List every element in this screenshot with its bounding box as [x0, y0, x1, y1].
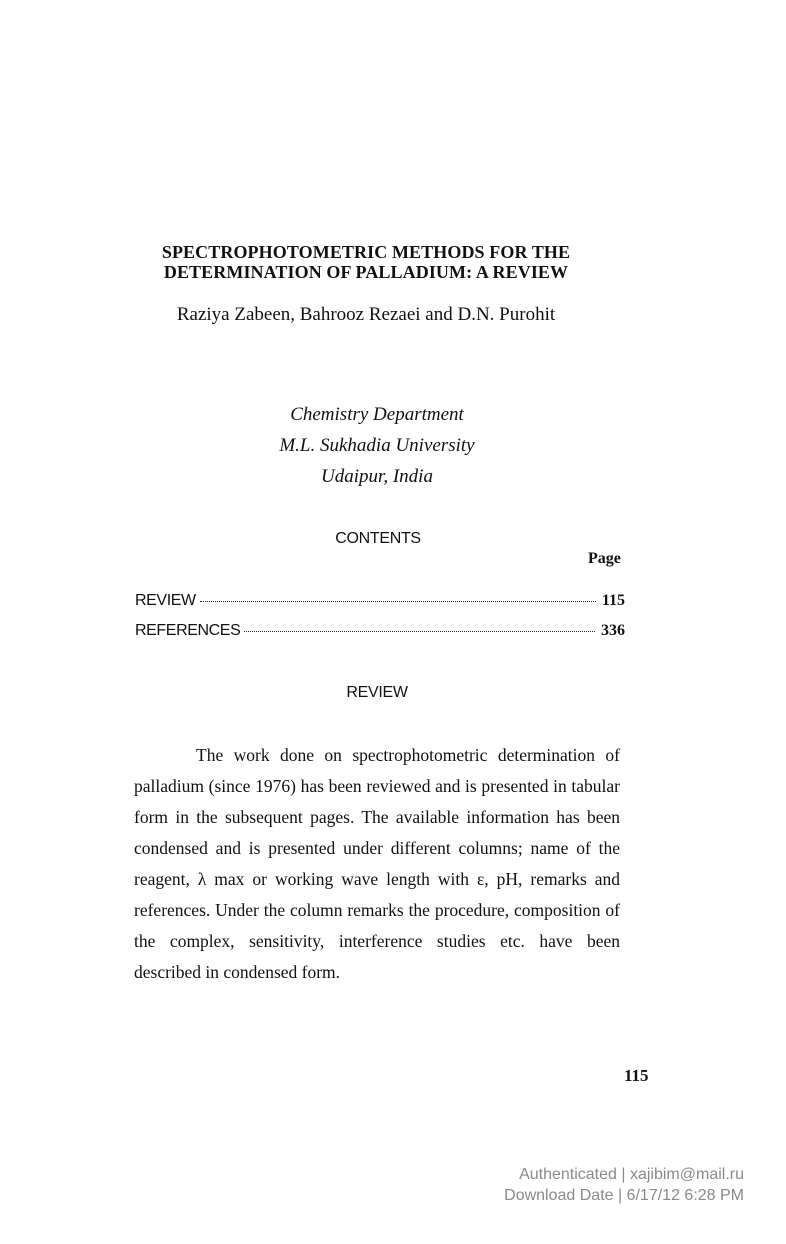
article-title-line-2: DETERMINATION OF PALLADIUM: A REVIEW: [163, 262, 569, 282]
toc-dot-leader: [200, 601, 596, 602]
toc-dot-leader: [244, 631, 595, 632]
affiliation-location: Udaipur, India: [321, 466, 433, 487]
affiliation-department: Chemistry Department: [290, 404, 464, 425]
toc-entry-page: 115: [601, 592, 625, 609]
contents-page-column-label: Page: [588, 550, 621, 567]
article-title-line-1: SPECTROPHOTOMETRIC METHODS FOR THE: [161, 242, 571, 262]
author-list: Raziya Zabeen, Bahrooz Rezaei and D.N. Purohit: [176, 304, 556, 325]
toc-entry-review: [135, 592, 625, 612]
contents-heading: CONTENTS: [335, 530, 421, 547]
watermark-download-date: Download Date | 6/17/12 6:28 PM: [504, 1187, 744, 1204]
toc-entry-references: [135, 622, 625, 642]
toc-entry-title: REFERENCES: [135, 622, 241, 639]
review-section-heading: REVIEW: [346, 684, 408, 701]
toc-entry-page: 336: [601, 622, 625, 639]
review-body-paragraph: The work done on spectrophotometric determination of palladium (since 1976) has been reviewed and is presented in tabular form in the subsequent pages. The available information has been condensed and is presented under different columns; name of the reagent, λ max or working wave length with ε, pH, remarks and references. Under the column remarks the procedure, composition of the complex, sensitivity, interference studies etc. have been described in condensed form.: [134, 745, 620, 982]
toc-entry-title: REVIEW: [135, 592, 196, 609]
affiliation-university: M.L. Sukhadia University: [279, 435, 475, 456]
watermark-authenticated: Authenticated | xajibim@mail.ru: [519, 1166, 744, 1183]
page-number: 115: [624, 1066, 649, 1085]
